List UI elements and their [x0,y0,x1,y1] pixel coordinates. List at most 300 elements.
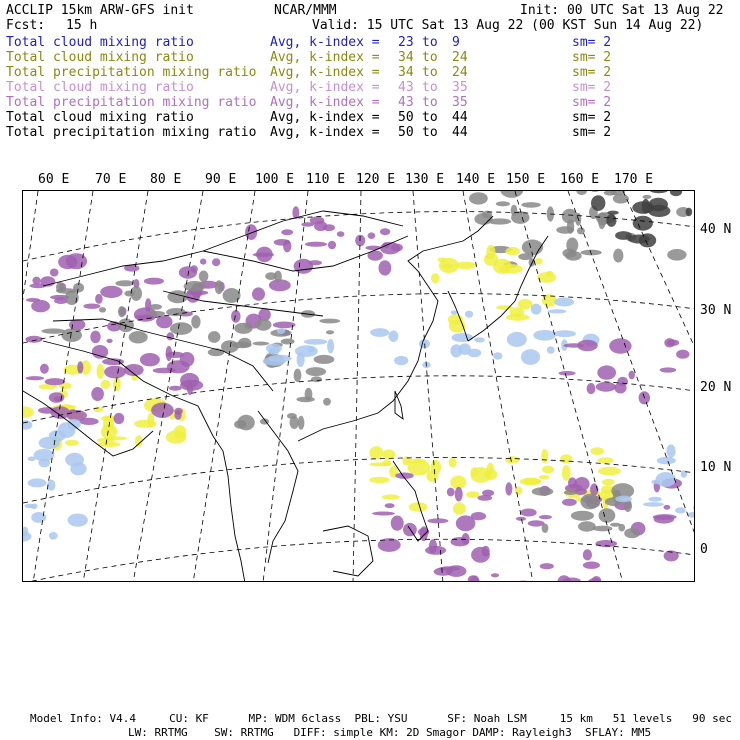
longitude-label: 60 E [38,172,70,187]
shading-blob [578,521,596,531]
shading-blob [589,191,601,192]
field-smoothing: sm= 2 [572,125,612,140]
shading-blob [385,503,395,508]
shading-blob [590,447,604,455]
shading-blob [613,194,629,204]
field-k-from: 50 [398,125,414,140]
shading-blob [505,456,520,463]
shading-blob [562,465,571,481]
shading-blob [170,322,192,335]
shading-blob [688,512,695,518]
shading-blob [450,344,462,357]
shading-blob [45,378,65,385]
shading-blob [471,547,490,563]
shading-blob [370,328,389,337]
mixing-ratio-shading [23,191,695,582]
field-name: Total precipitation mixing ratio [6,125,257,140]
shading-blob [40,364,49,374]
coastline-taiwan [395,391,403,419]
shading-blob [124,364,144,376]
model-info-line2: LW: RRTMG SW: RRTMG DIFF: simple KM: 2D Smagor DAMP: Rayleigh3 SFLAY: MM5 [128,726,652,739]
shading-blob [369,446,383,459]
latitude-label: 20 N [700,380,732,395]
shading-blob [539,515,552,519]
shading-blob [656,472,676,487]
shading-blob [310,217,325,225]
shading-blob [32,277,40,285]
shading-blob [274,271,282,283]
shading-blob [388,331,398,342]
field-k-to: 9 [452,35,460,50]
shading-blob [107,339,113,343]
shading-blob [238,338,251,348]
longitude-label: 150 E [506,172,546,187]
shading-blob [99,307,106,312]
shading-blob [686,208,693,217]
shading-blob [114,413,125,424]
shading-blob [25,336,42,343]
longitude-label: 170 E [614,172,654,187]
shading-blob [613,249,623,263]
field-name: Total cloud mixing ratio [6,80,194,95]
shading-blob [451,310,458,314]
longitude-label: 110 E [306,172,346,187]
field-avg-label: Avg, k-index = [270,65,380,80]
longitude-label: 130 E [405,172,445,187]
shading-blob [539,475,550,479]
shading-blob [657,457,676,465]
shading-blob [68,419,81,429]
shading-blob [624,528,640,538]
shading-blob [618,524,625,532]
shading-blob [431,460,442,475]
shading-blob [593,526,613,532]
latitude-label: 40 N [700,222,732,237]
field-avg-label: Avg, k-index = [270,80,380,95]
shading-blob [296,397,314,403]
field-avg-label: Avg, k-index = [270,125,380,140]
shading-blob [506,247,521,255]
shading-blob [314,355,335,364]
init-time: Init: 00 UTC Sat 13 Aug 22 [520,3,724,18]
shading-blob [328,241,336,250]
shading-blob [369,477,390,483]
longitude-label: 120 E [356,172,396,187]
shading-blob [521,509,537,517]
shading-blob [664,505,671,510]
shading-blob [574,477,589,491]
shading-blob [255,319,271,331]
shading-blob [507,332,527,347]
shading-blob [90,331,100,344]
shading-blob [372,512,395,516]
shading-blob [451,333,473,342]
model-info-line1: Model Info: V4.4 CU: KF MP: WDM 6class PBL: YSU SF: Noah LSM 15 km 51 levels 90 sec [30,712,732,725]
shading-blob [542,466,554,474]
field-k-from: 50 [398,110,414,125]
field-k-from: 34 [398,50,414,65]
shading-blob [451,537,470,546]
shading-blob [564,490,577,495]
shading-blob [409,502,428,511]
shading-blob [95,294,103,304]
field-smoothing: sm= 2 [572,95,612,110]
latitude-label: 30 N [700,303,732,318]
shading-blob [394,356,408,365]
shading-blob [28,457,36,462]
shading-blob [140,353,160,366]
shading-blob [49,532,58,540]
shading-blob [496,201,510,206]
shading-blob [648,497,661,502]
field-to: to [422,35,438,50]
shading-blob [559,371,576,376]
shading-blob [598,467,621,476]
shading-blob [166,431,187,444]
shading-blob [491,573,499,577]
longitude-label: 160 E [560,172,600,187]
shading-blob [306,367,326,376]
shading-blob [65,453,84,467]
shading-blob [212,258,220,266]
field-smoothing: sm= 2 [572,110,612,125]
shading-blob [65,440,79,446]
shading-blob [308,260,322,265]
valid-time: Valid: 15 UTC Sat 13 Aug 22 (00 KST Sun 14 Aug 22) [312,18,704,33]
shading-blob [365,246,381,251]
shading-blob [304,339,328,345]
shading-blob [615,231,632,240]
shading-blob [26,376,45,380]
field-smoothing: sm= 2 [572,80,612,95]
shading-blob [215,280,223,294]
meridian-line [353,191,361,582]
field-to: to [422,110,438,125]
shading-blob [597,365,616,379]
shading-blob [469,192,488,204]
shading-blob [560,454,572,463]
shading-blob [91,387,104,401]
shading-blob [323,398,331,406]
shading-blob [369,462,391,466]
shading-blob [484,253,498,266]
shading-blob [42,328,66,333]
field-avg-label: Avg, k-index = [270,35,380,50]
shading-blob [505,482,512,495]
shading-blob [101,380,111,389]
shading-blob [277,328,285,334]
shading-blob [118,306,125,317]
shading-blob [380,228,390,235]
shading-blob [337,231,345,237]
shading-blob [465,311,473,318]
longitude-label: 90 E [205,172,237,187]
shading-blob [144,278,164,285]
shading-blob [516,517,526,521]
forecast-label: Fcst: [6,18,46,33]
shading-blob [129,331,148,343]
shading-blob [54,397,62,402]
field-name: Total cloud mixing ratio [6,35,194,50]
field-k-to: 44 [452,125,468,140]
shading-blob [93,406,103,412]
forecast-map [23,191,695,582]
shading-blob [38,407,57,414]
shading-blob [474,337,485,342]
shading-blob [200,259,206,265]
shading-blob [667,249,686,261]
shading-blob [174,408,183,415]
field-smoothing: sm= 2 [572,50,612,65]
shading-blob [643,502,664,507]
shading-blob [453,502,466,514]
field-name: Total precipitation mixing ratio [6,95,257,110]
shading-blob [245,224,257,240]
shading-blob [115,280,133,286]
longitude-label: 140 E [456,172,496,187]
shading-blob [431,273,440,283]
shading-blob [382,494,400,499]
shading-blob [23,406,34,418]
shading-blob [562,499,577,506]
shading-blob [447,488,455,497]
field-avg-label: Avg, k-index = [270,95,380,110]
shading-blob [58,255,77,269]
field-to: to [422,65,438,80]
field-name: Total cloud mixing ratio [6,110,194,125]
shading-blob [311,376,322,382]
shading-blob [597,457,613,463]
field-to: to [422,125,438,140]
field-to: to [422,95,438,110]
shading-blob [61,328,82,342]
shading-blob [427,518,448,523]
shading-blob [191,315,200,328]
shading-blob [639,233,656,247]
shading-blob [166,346,173,361]
field-k-to: 24 [452,65,468,80]
field-avg-label: Avg, k-index = [270,50,380,65]
shading-blob [693,504,695,512]
shading-blob [294,369,302,382]
shading-blob [598,213,606,229]
shading-blob [533,330,556,341]
shading-blob [391,516,404,531]
shading-blob [563,343,584,347]
field-avg-label: Avg, k-index = [270,110,380,125]
field-k-from: 34 [398,65,414,80]
field-to: to [422,50,438,65]
shading-blob [571,511,594,521]
shading-blob [199,271,209,282]
latitude-label: 10 N [700,460,732,475]
longitude-label: 80 E [150,172,182,187]
shading-blob [466,491,479,498]
shading-blob [391,244,403,252]
shading-blob [83,304,100,309]
shading-blob [298,416,305,430]
shading-blob [570,581,579,582]
shading-blob [521,349,540,365]
shading-blob [583,562,600,569]
shading-blob [554,298,574,307]
shading-blob [548,309,567,313]
shading-blob [609,338,631,353]
shading-blob [100,286,122,298]
shading-blob [244,323,252,329]
field-k-to: 44 [452,110,468,125]
shading-blob [566,238,578,253]
shading-blob [379,260,392,275]
shading-blob [104,366,126,379]
shading-blob [319,319,340,324]
shading-blob [547,346,555,354]
shading-blob [592,576,602,582]
shading-blob [615,496,632,503]
shading-blob [208,331,220,343]
shading-blob [237,415,254,431]
shading-blob [554,330,576,337]
shading-blob [77,361,83,373]
shading-blob [607,211,619,215]
shading-blob [540,563,554,569]
field-k-from: 43 [398,95,414,110]
shading-blob [629,371,635,380]
field-k-to: 35 [452,95,468,110]
shading-blob [528,520,545,526]
shading-blob [614,382,626,393]
shading-blob [670,191,682,196]
shading-blob [666,444,675,457]
meridian-line [23,191,38,582]
shading-blob [591,195,605,211]
coastline-borneo [323,526,373,576]
shading-blob [97,364,105,379]
field-k-from: 23 [398,35,414,50]
coastline-indochina [258,411,298,563]
shading-blob [675,507,686,513]
shading-blob [632,201,654,214]
shading-blob [368,232,376,239]
shading-blob [587,383,596,394]
field-name: Total cloud mixing ratio [6,50,194,65]
border-china-west [43,211,403,286]
shading-blob [65,290,79,305]
shading-blob [513,581,534,582]
shading-blob [147,311,165,316]
shading-blob [518,299,533,309]
longitude-label: 70 E [95,172,127,187]
shading-blob [124,291,134,297]
shading-blob [538,272,557,283]
shading-blob [485,469,498,480]
center-name: NCAR/MMM [274,3,337,18]
shading-blob [326,330,334,334]
shading-blob [34,449,55,461]
shading-blob [256,247,273,263]
shading-blob [290,416,299,429]
shading-blob [68,514,88,527]
shading-blob [149,304,162,310]
shading-blob [532,487,554,495]
shading-blob [274,239,290,246]
shading-blob [599,508,616,522]
field-k-to: 35 [452,80,468,95]
latitude-line [23,376,695,423]
shading-blob [323,224,335,231]
shading-blob [642,195,651,199]
shading-blob [151,403,174,418]
longitude-label: 100 E [255,172,295,187]
shading-blob [92,345,108,359]
field-smoothing: sm= 2 [572,65,612,80]
field-smoothing: sm= 2 [572,35,612,50]
shading-blob [580,494,599,510]
shading-blob [477,495,492,501]
shading-blob [297,352,305,367]
shading-blob [664,338,675,347]
shading-blob [252,287,265,300]
field-k-from: 43 [398,80,414,95]
shading-blob [167,332,175,340]
shading-blob [281,229,293,235]
shading-blob [449,458,457,468]
shading-blob [31,300,50,312]
shading-blob [456,515,476,531]
shading-blob [253,342,270,346]
latitude-label: 0 [700,542,708,557]
shading-blob [231,310,241,323]
shading-blob [660,367,677,372]
shading-blob [676,350,689,359]
shading-blob [97,438,115,443]
shading-blob [511,205,518,216]
shading-blob [145,298,151,311]
shading-blob [576,191,587,195]
shading-blob [169,386,182,391]
shading-blob [521,202,540,208]
field-k-to: 24 [452,50,468,65]
map-panel [22,190,695,582]
field-to: to [422,80,438,95]
shading-blob [606,214,616,227]
model-title: ACCLIP 15km ARW-GFS init [6,3,194,18]
shading-blob [541,449,548,464]
shading-blob [556,226,574,233]
shading-blob [500,191,523,198]
field-name: Total precipitation mixing ratio [6,65,257,80]
shading-blob [524,478,541,485]
shading-blob [281,339,295,345]
shading-blob [305,242,327,247]
shading-blob [493,352,502,359]
shading-blob [650,191,668,193]
shading-blob [50,269,59,277]
shading-blob [327,339,334,354]
shading-blob [179,266,197,278]
shading-blob [468,349,482,358]
shading-blob [425,546,446,555]
shading-blob [134,420,156,428]
shading-blob [531,304,542,315]
meridian-line [83,191,148,582]
shading-blob [28,478,47,487]
shading-blob [39,437,60,449]
shading-blob [602,479,615,486]
forecast-hour: 15 h [66,18,98,33]
shading-blob [542,523,549,533]
shading-blob [266,344,282,354]
